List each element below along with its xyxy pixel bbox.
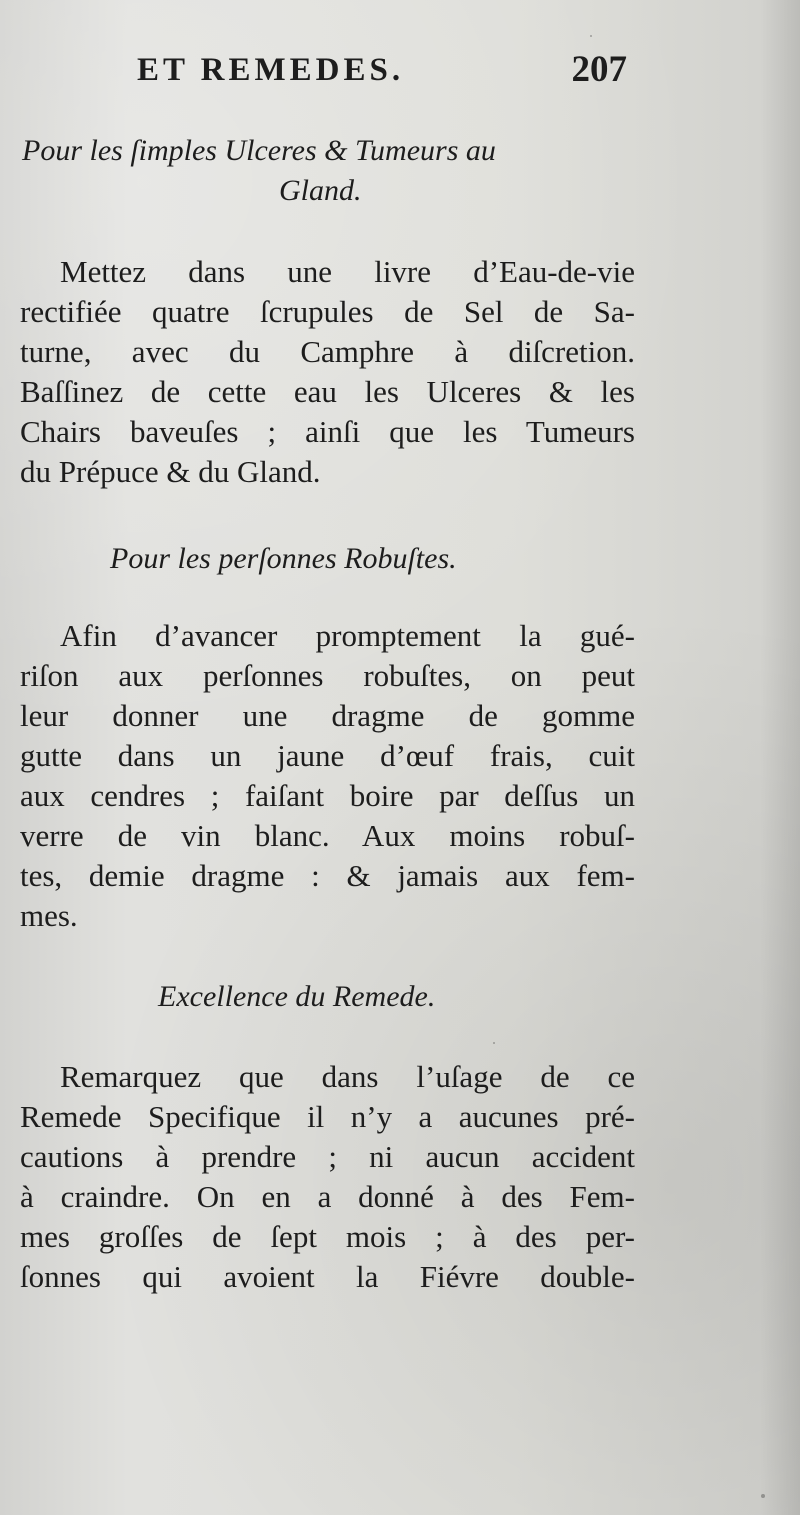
ink-speck (761, 1494, 765, 1498)
paragraph-line: tes, demie dragme : & jamais aux fem- (20, 858, 635, 893)
paragraph-line: mes. (20, 898, 78, 933)
running-head: ET REMEDES. (137, 52, 405, 88)
paragraph-line: rectifiée quatre ſcrupules de Sel de Sa- (20, 294, 635, 329)
paragraph-line: aux cendres ; faiſant boire par deſſus un (20, 778, 635, 813)
heading-line: Gland. (279, 174, 362, 207)
ink-speck (590, 35, 592, 37)
ink-speck (493, 1042, 495, 1044)
paragraph-line: Baſſinez de cette eau les Ulceres & les (20, 374, 635, 409)
paragraph-line: du Prépuce & du Gland. (20, 454, 321, 489)
paragraph-excellence (20, 1057, 635, 1297)
paragraph-simple-ulcers (20, 252, 635, 492)
heading-line: Pour les ſimples Ulceres & Tumeurs au (22, 134, 496, 167)
heading-line: Excellence du Remede. (158, 980, 436, 1013)
section-heading-excellence (158, 977, 538, 1017)
paragraph-line: Chairs baveuſes ; ainſi que les Tumeurs (20, 414, 635, 449)
paragraph-line: mes groſſes de ſept mois ; à des per- (20, 1219, 635, 1254)
paragraph-line: Mettez dans une livre d’Eau-de-vie (60, 254, 635, 289)
paragraph-line: turne, avec du Camphre à diſcretion. (20, 334, 635, 369)
paragraph-line: gutte dans un jaune d’œuf frais, cuit (20, 738, 635, 773)
page-header (137, 48, 627, 96)
paragraph-line: leur donner une dragme de gomme (20, 698, 635, 733)
paragraph-line: Afin d’avancer promptement la gué- (60, 618, 635, 653)
paragraph-line: Remarquez que dans l’uſage de ce (60, 1059, 635, 1094)
paragraph-line: Remede Specifique il n’y a aucunes pré- (20, 1099, 635, 1134)
paragraph-line: verre de vin blanc. Aux moins robuſ- (20, 818, 635, 853)
page-number: 207 (571, 49, 627, 90)
paragraph-robust-persons (20, 616, 635, 936)
paragraph-line: à craindre. On en a donné à des Fem- (20, 1179, 635, 1214)
paragraph-line: cautions à prendre ; ni aucun accident (20, 1139, 635, 1174)
section-heading-simple-ulcers (22, 131, 622, 211)
page-edge-shadow (760, 0, 800, 1515)
paragraph-line: riſon aux perſonnes robuſtes, on peut (20, 658, 635, 693)
paragraph-line: ſonnes qui avoient la Fiévre double- (20, 1259, 635, 1294)
heading-line: Pour les perſonnes Robuſtes. (110, 542, 457, 575)
section-heading-robust-persons (110, 539, 510, 579)
